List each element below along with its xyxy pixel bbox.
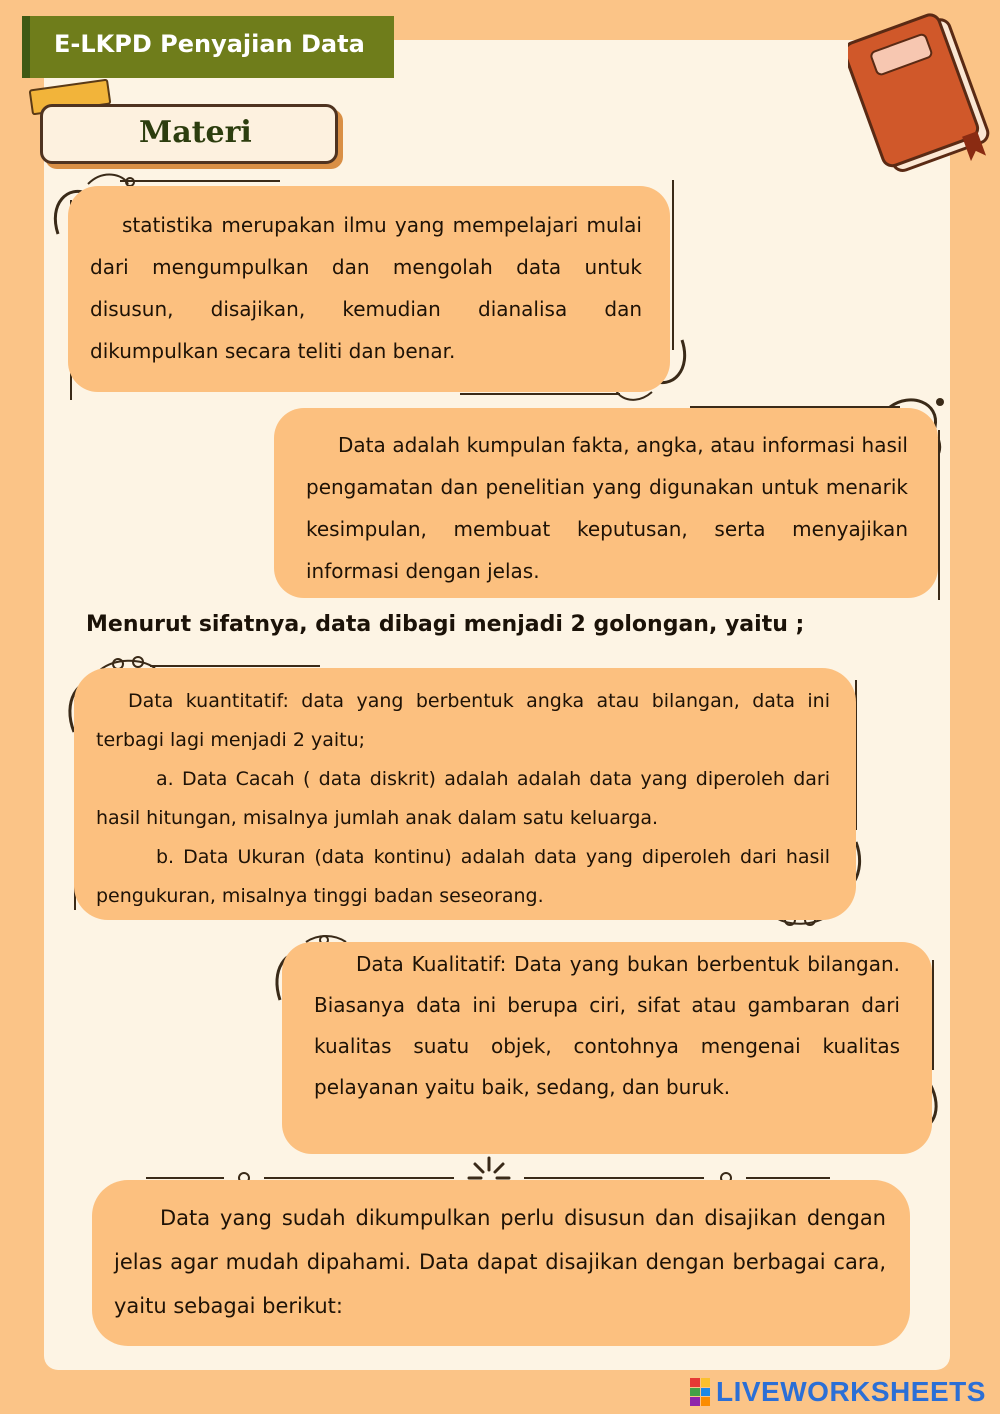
info-card-data-definition <box>274 408 938 598</box>
liveworksheets-icon <box>690 1378 710 1406</box>
card-text-list-item: a. Data Cacah ( data diskrit) adalah adalah data yang diperoleh dari hasil hitungan, misalnya jumlah anak dalam satu keluarga. <box>96 768 830 829</box>
section-label: Materi <box>139 115 252 150</box>
divider-line <box>932 960 934 1070</box>
card-text: Data kuantitatif: data yang berbentuk angka atau bilangan, data ini terbagi lagi menjadi 2 yaitu; <box>96 690 830 751</box>
card-text: Data yang sudah dikumpulkan perlu disusun dan disajikan dengan jelas agar mudah dipahami. Data dapat disajikan dengan berbagai cara, yaitu sebagai berikut: <box>114 1206 886 1318</box>
divider-line <box>120 180 280 182</box>
section-heading: Menurut sifatnya, data dibagi menjadi 2 golongan, yaitu ; <box>86 612 805 637</box>
divider-line <box>460 393 620 395</box>
book-icon <box>848 8 994 174</box>
info-card-statistika <box>68 186 670 392</box>
divider-line <box>672 180 674 350</box>
page-title: E-LKPD Penyajian Data <box>54 30 365 58</box>
liveworksheets-logo <box>690 1374 986 1410</box>
section-label-tab <box>40 104 338 164</box>
card-text: statistika merupakan ilmu yang mempelajari mulai dari mengumpulkan dan mengolah data untuk disusun, disajikan, kemudian dianalisa dan dikumpulkan secara teliti dan benar. <box>90 213 642 363</box>
card-text-list-item: b. Data Ukuran (data kontinu) adalah data yang diperoleh dari hasil pengukuran, misalnya tinggi badan seseorang. <box>96 846 830 907</box>
info-card-kuantitatif <box>74 668 856 920</box>
info-card-kualitatif <box>282 942 932 1154</box>
card-text: Data Kualitatif: Data yang bukan berbentuk bilangan. Biasanya data ini berupa ciri, sifat atau gambaran dari kualitas suatu objek, contohnya mengenai kualitas pelayanan yaitu baik, sedang, dan buruk. <box>314 952 900 1099</box>
divider-line <box>150 665 320 667</box>
liveworksheets-brand: LIVEWORKSHEETS <box>716 1376 986 1407</box>
card-text: Data adalah kumpulan fakta, angka, atau informasi hasil pengamatan dan penelitian yang digunakan untuk menarik kesimpulan, membuat keputusan, serta menyajikan informasi dengan jelas. <box>306 433 908 583</box>
info-card-penyajian <box>92 1180 910 1346</box>
page-title-bar <box>22 16 394 78</box>
